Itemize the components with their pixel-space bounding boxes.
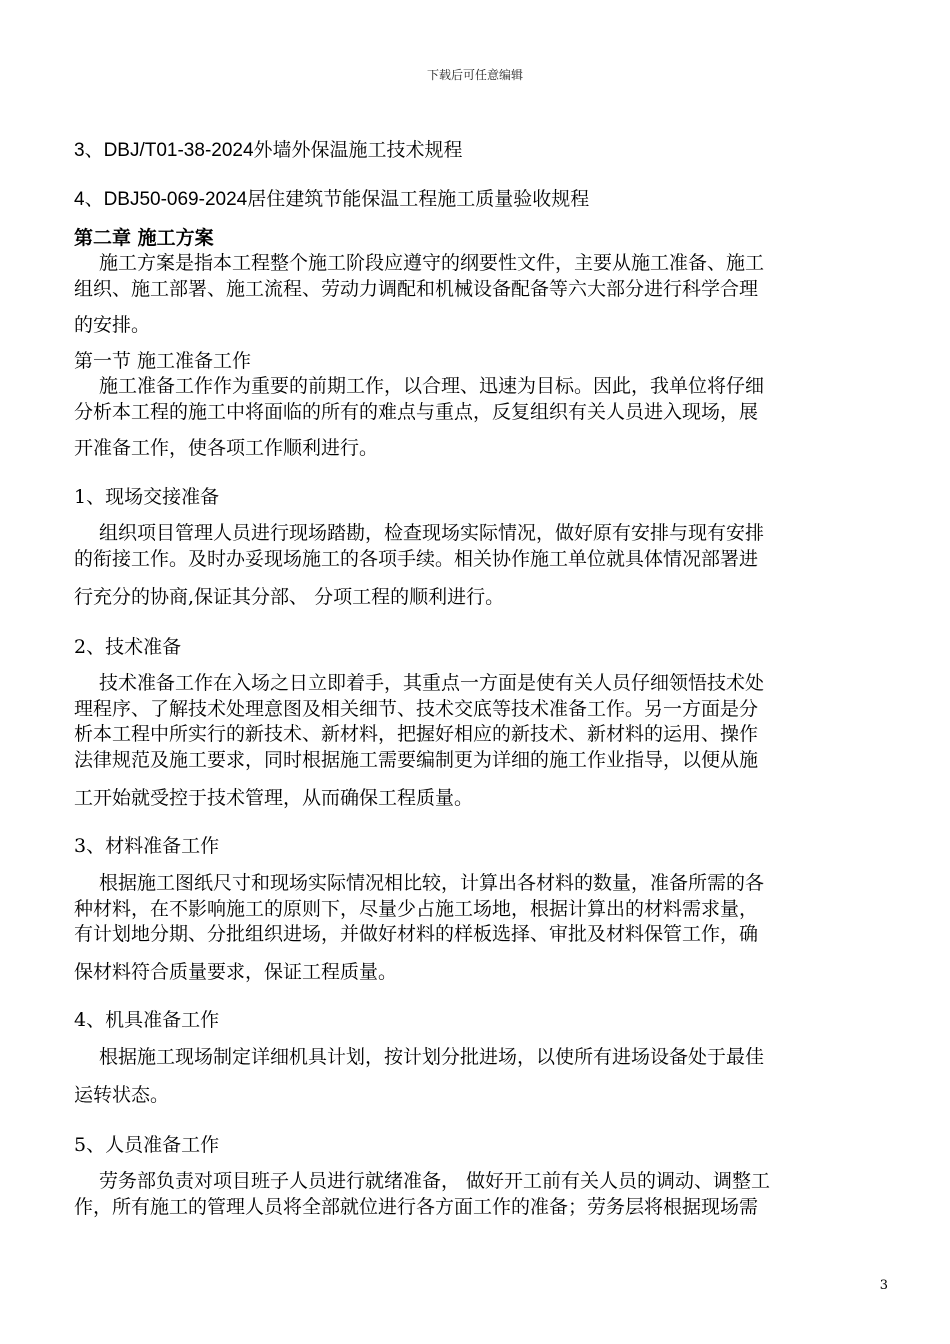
page-number: 3 bbox=[879, 1278, 888, 1293]
paragraph-line: 工开始就受控于技术管理，从而确保工程质量。 bbox=[74, 787, 474, 809]
paragraph-line: 施工准备工作作为重要的前期工作，以合理、迅速为目标。因此，我单位将仔细 bbox=[99, 375, 765, 397]
paragraph-line: 的安排。 bbox=[74, 314, 151, 336]
paragraph-line: 析本工程中所实行的新技术、新材料，把握好相应的新技术、新材料的运用、操作 bbox=[74, 723, 759, 745]
standard-item bbox=[74, 184, 892, 215]
paragraph-line: 行充分的协商,保证其分部、 分项工程的顺利进行。 bbox=[74, 586, 505, 608]
paragraph-line: 运转状态。 bbox=[74, 1084, 170, 1106]
standard-item bbox=[74, 135, 892, 166]
item-heading: 1、现场交接准备 bbox=[74, 486, 220, 508]
chapter-title: 第二章 施工方案 bbox=[74, 227, 214, 249]
paragraph-line: 法律规范及施工要求，同时根据施工需要编制更为详细的施工作业指导，以便从施 bbox=[74, 749, 759, 771]
paragraph-line: 有计划地分期、分批组织进场，并做好材料的样板选择、审批及材料保管工作，确 bbox=[74, 923, 759, 945]
paragraph-line: 根据施工图纸尺寸和现场实际情况相比较，计算出各材料的数量，准备所需的各 bbox=[99, 872, 765, 894]
item-heading: 3、材料准备工作 bbox=[74, 835, 220, 857]
item-heading: 2、技术准备 bbox=[74, 636, 182, 658]
paragraph-line: 根据施工现场制定详细机具计划，按计划分批进场，以使所有进场设备处于最佳 bbox=[99, 1046, 765, 1068]
item-heading: 5、人员准备工作 bbox=[74, 1134, 220, 1156]
paragraph-line: 的衔接工作。及时办妥现场施工的各项手续。相关协作施工单位就具体情况部署进 bbox=[74, 548, 759, 570]
paragraph-line: 理程序、了解技术处理意图及相关细节、技术交底等技术准备工作。另一方面是分 bbox=[74, 698, 759, 720]
paragraph-line: 组织、施工部署、施工流程、劳动力调配和机械设备配备等六大部分进行科学合理 bbox=[74, 278, 759, 300]
section-title: 第一节 施工准备工作 bbox=[74, 350, 252, 372]
paragraph-line: 分析本工程的施工中将面临的所有的难点与重点，反复组织有关人员进入现场，展 bbox=[74, 401, 759, 423]
standard-code: 3、DBJ/T01-38-2024 bbox=[74, 140, 254, 161]
paragraph-line: 作，所有施工的管理人员将全部就位进行各方面工作的准备；劳务层将根据现场需 bbox=[74, 1196, 759, 1218]
page-header: 下载后可任意编辑 bbox=[426, 68, 523, 82]
standard-title: 外墙外保温施工技术规程 bbox=[253, 139, 463, 161]
paragraph-line: 保材料符合质量要求，保证工程质量。 bbox=[74, 961, 398, 983]
standard-title: 居住建筑节能保温工程施工质量验收规程 bbox=[247, 188, 590, 210]
paragraph-line: 开准备工作，使各项工作顺利进行。 bbox=[74, 437, 379, 459]
paragraph-line: 种材料，在不影响施工的原则下，尽量少占施工场地，根据计算出的材料需求量， bbox=[74, 898, 759, 920]
paragraph-line: 劳务部负责对项目班子人员进行就绪准备， 做好开工前有关人员的调动、调整工 bbox=[99, 1170, 771, 1192]
standard-code: 4、DBJ50-069-2024 bbox=[74, 189, 248, 210]
paragraph-line: 施工方案是指本工程整个施工阶段应遵守的纲要性文件，主要从施工准备、施工 bbox=[99, 252, 765, 274]
item-heading: 4、机具准备工作 bbox=[74, 1009, 220, 1031]
paragraph-line: 技术准备工作在入场之日立即着手，其重点一方面是使有关人员仔细领悟技术处 bbox=[99, 672, 765, 694]
paragraph-line: 组织项目管理人员进行现场踏勘，检查现场实际情况，做好原有安排与现有安排 bbox=[99, 522, 765, 544]
